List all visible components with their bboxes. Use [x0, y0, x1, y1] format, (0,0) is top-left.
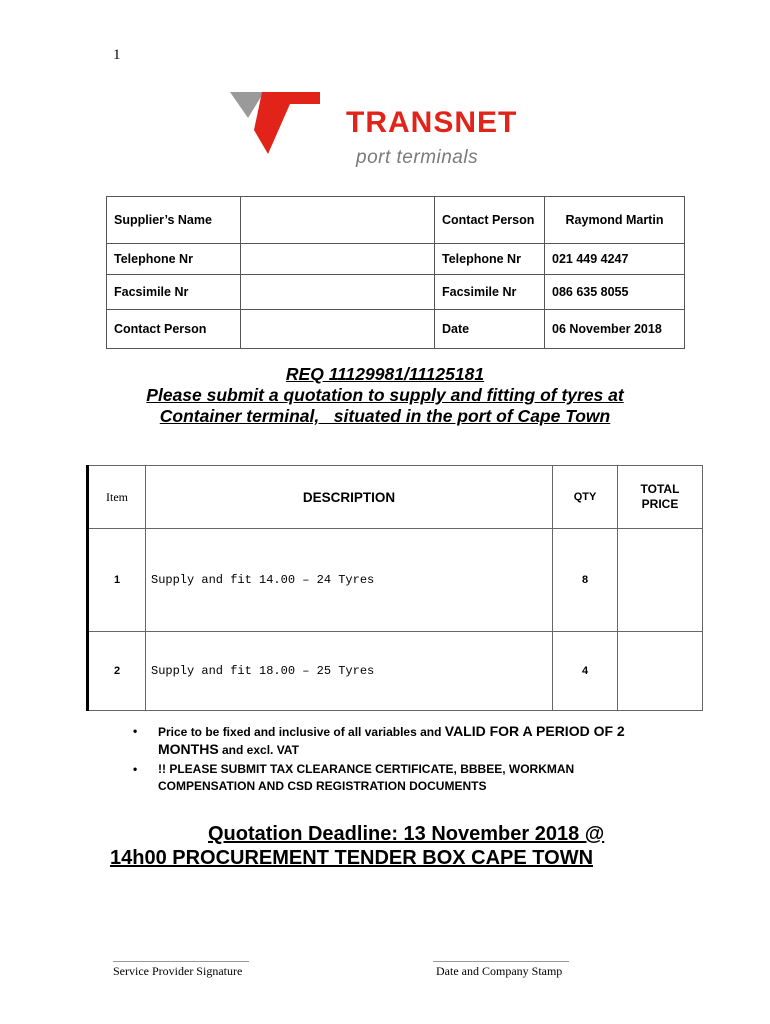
logo-wordmark: TRANSNET [346, 106, 518, 139]
contact-person-label: Contact Person [107, 310, 241, 349]
telephone-label: Telephone Nr [435, 244, 545, 275]
telephone-value: 021 449 4247 [545, 244, 685, 275]
note-price-text: Price to be fixed and inclusive of all variables and [158, 725, 445, 739]
logo-subtitle: port terminals [356, 147, 479, 168]
bullet-icon: • [133, 724, 138, 738]
stamp-line [433, 961, 569, 962]
header-description: DESCRIPTION [146, 466, 553, 529]
note-vat-text: and excl. VAT [218, 743, 299, 757]
list-item [131, 761, 671, 795]
bullet-icon: • [133, 762, 138, 776]
supplier-contact-table [106, 196, 685, 349]
table-row [107, 244, 685, 275]
contact-person-label: Contact Person [435, 197, 545, 244]
table-row [88, 632, 703, 711]
supplier-name-field[interactable] [241, 197, 435, 244]
table-row [107, 197, 685, 244]
item-description: Supply and fit 18.00 – 25 Tyres [146, 632, 553, 711]
contact-person-value: Raymond Martin [545, 197, 685, 244]
deadline-line1: Quotation Deadline: 13 November 2018 @ [208, 823, 605, 845]
item-total-price-field[interactable] [618, 632, 703, 711]
list-item [131, 723, 671, 759]
facsimile-label: Facsimile Nr [107, 275, 241, 310]
items-table [86, 465, 703, 711]
req-number: REQ 11129981/11125181 [285, 364, 485, 384]
table-row [107, 310, 685, 349]
note-documents-text: !! PLEASE SUBMIT TAX CLEARANCE CERTIFICATE, BBBEE, WORKMAN COMPENSATION AND CSD REGISTRATION DOCUMENTS [158, 762, 575, 793]
supplier-telephone-field[interactable] [241, 244, 435, 275]
req-description-line2: Container terminal, situated in the port of Cape Town [159, 406, 611, 426]
supplier-facsimile-field[interactable] [241, 275, 435, 310]
table-row [88, 529, 703, 632]
header-total-line1: TOTAL [640, 482, 680, 496]
supplier-contact-field[interactable] [241, 310, 435, 349]
header-total-line2: PRICE [641, 497, 679, 511]
req-description-line1: Please submit a quotation to supply and fitting of tyres at [146, 385, 624, 405]
item-number: 1 [88, 529, 146, 632]
item-description: Supply and fit 14.00 – 24 Tyres [146, 529, 553, 632]
page-number: 1 [113, 47, 121, 63]
notes-list [131, 723, 671, 797]
facsimile-label: Facsimile Nr [435, 275, 545, 310]
request-heading [60, 364, 710, 427]
header-qty: QTY [553, 466, 618, 529]
item-total-price-field[interactable] [618, 529, 703, 632]
item-qty: 4 [553, 632, 618, 711]
item-qty: 8 [553, 529, 618, 632]
deadline-line2: 14h00 PROCUREMENT TENDER BOX CAPE TOWN [110, 847, 594, 869]
telephone-label: Telephone Nr [107, 244, 241, 275]
supplier-name-label: Supplier’s Name [107, 197, 241, 244]
item-number: 2 [88, 632, 146, 711]
table-row [107, 275, 685, 310]
header-item: Item [88, 466, 146, 529]
header-total-price [618, 466, 703, 529]
note-validity-text: VALID FOR A PERIOD OF 2 MONTHS [158, 723, 625, 757]
date-value: 06 November 2018 [545, 310, 685, 349]
signature-line [113, 961, 249, 962]
stamp-label: Date and Company Stamp [436, 964, 563, 978]
facsimile-value: 086 635 8055 [545, 275, 685, 310]
signature-label: Service Provider Signature [113, 964, 243, 978]
date-label: Date [435, 310, 545, 349]
quotation-deadline [110, 822, 710, 870]
table-header-row [88, 466, 703, 529]
